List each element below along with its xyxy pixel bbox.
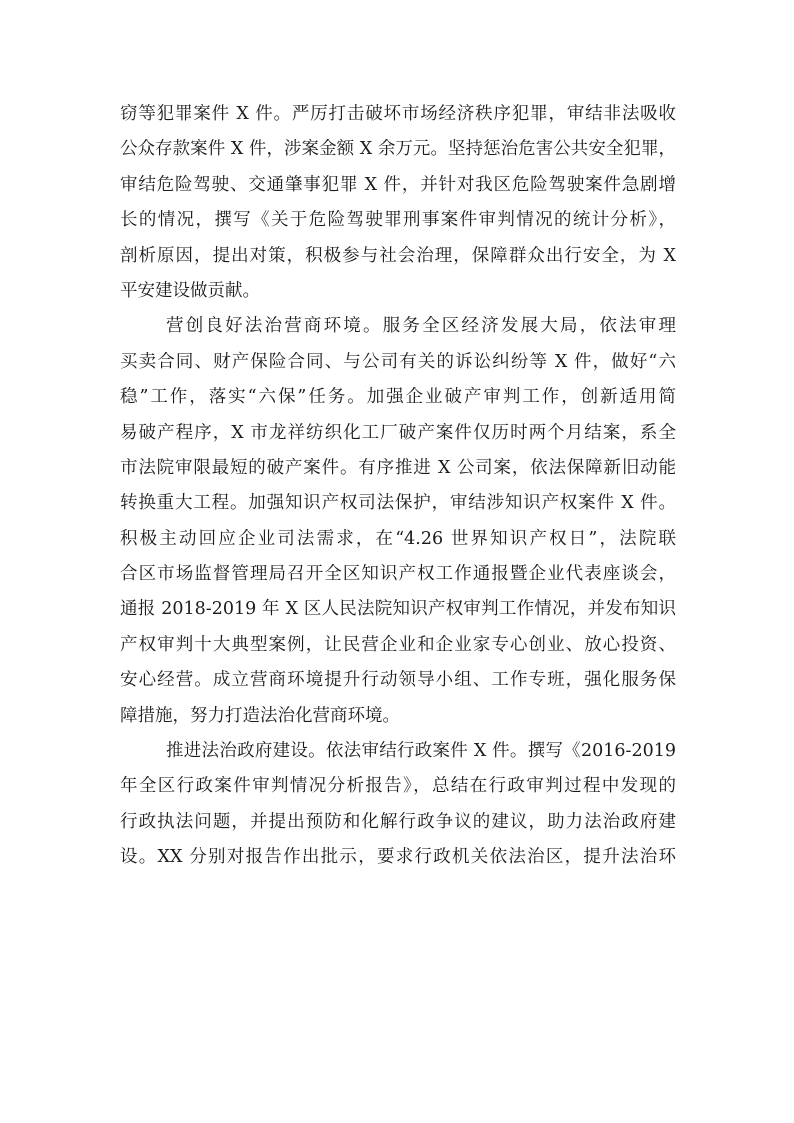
text-line: 买卖合同、财产保险合同、与公司有关的诉讼纠纷等 X 件，做好“六 (120, 351, 676, 372)
text-line: 营创良好法治营商环境。服务全区经济发展大局，依法审理 (166, 316, 676, 337)
text-line: 产权审判十大典型案例，让民营企业和企业家专心创业、放心投资、 (120, 634, 676, 655)
text-line: 市法院审限最短的破产案件。有序推进 X 公司案，依法保障新旧动能 (120, 457, 676, 478)
text-line: 障措施，努力打造法治化营商环境。 (120, 705, 400, 726)
text-line: 安心经营。成立营商环境提升行动领导小组、工作专班，强化服务保 (120, 670, 676, 691)
text-line: 年全区行政案件审判情况分析报告》，总结在行政审判过程中发现的 (120, 776, 676, 797)
text-line: 剖析原因，提出对策，积极参与社会治理，保障群众出行安全，为 X (120, 245, 676, 266)
text-line: 推进法治政府建设。依法审结行政案件 X 件。撰写《2016-2019 (166, 741, 676, 762)
text-line: 窃等犯罪案件 X 件。严厉打击破坏市场经济秩序犯罪，审结非法吸收 (120, 104, 676, 124)
text-line: 平安建设做贡献。 (120, 280, 260, 301)
text-line: 合区市场监督管理局召开全区知识产权工作通报暨企业代表座谈会， (120, 564, 676, 585)
text-line: 长的情况，撰写《关于危险驾驶罪刑事案件审判情况的统计分析》， (120, 210, 676, 231)
text-line: 稳”工作，落实“六保”任务。加强企业破产审判工作，创新适用简 (120, 387, 676, 408)
text-line: 易破产程序，X 市龙祥纺织化工厂破产案件仅历时两个月结案，系全 (120, 422, 676, 443)
text-line: 通报 2018-2019 年 X 区人民法院知识产权审判工作情况，并发布知识 (120, 599, 676, 620)
text-line: 积极主动回应企业司法需求，在“4.26 世界知识产权日”，法院联 (120, 528, 676, 549)
document-body (120, 97, 676, 876)
text-line: 审结危险驾驶、交通肇事犯罪 X 件，并针对我区危险驾驶案件急剧增 (120, 174, 676, 195)
text-line: 转换重大工程。加强知识产权司法保护，审结涉知识产权案件 X 件。 (120, 493, 676, 514)
text-line: 公众存款案件 X 件，涉案金额 X 余万元。坚持惩治危害公共安全犯罪， (120, 139, 676, 160)
text-line: 行政执法问题，并提出预防和化解行政争议的建议，助力法治政府建 (120, 811, 676, 832)
text-line: 设。XX 分别对报告作出批示，要求行政机关依法治区，提升法治环 (120, 847, 676, 868)
